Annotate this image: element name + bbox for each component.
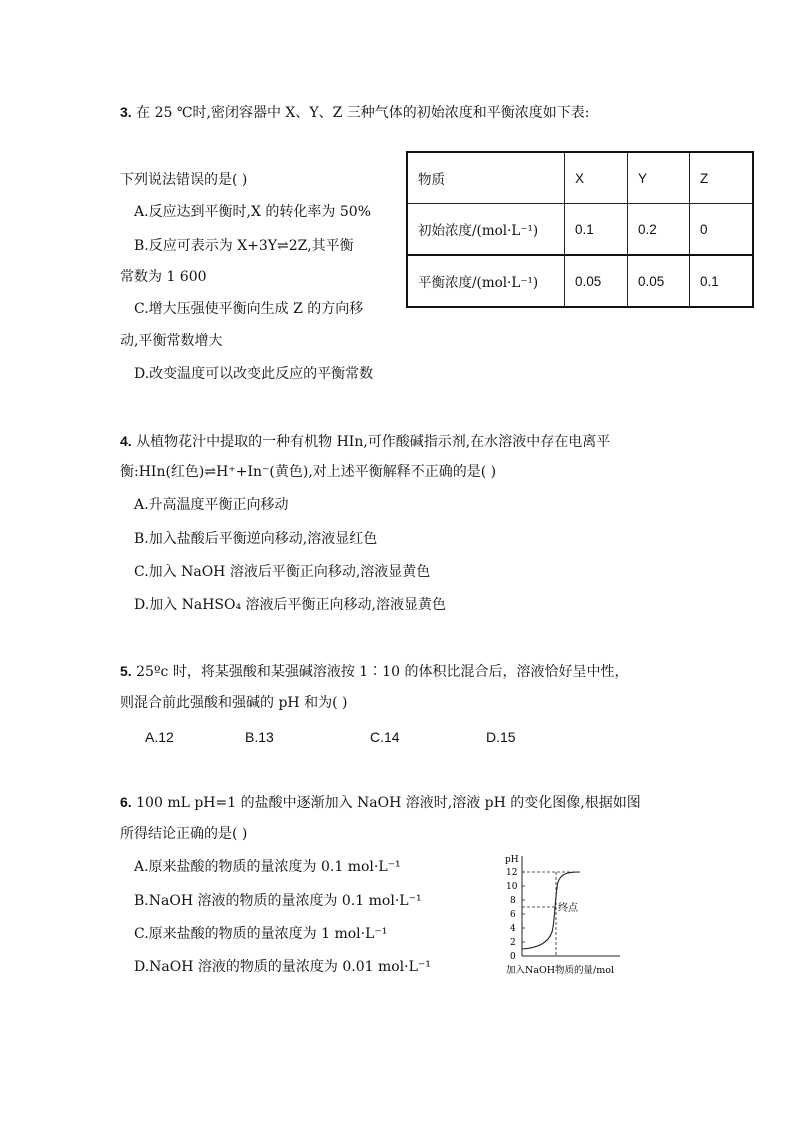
q4-option-c: C.加入 NaOH 溶液后平衡正向移动,溶液显黄色	[134, 564, 431, 580]
q5-stem-line2: 则混合前此强酸和强碱的 pH 和为( )	[120, 695, 348, 711]
table-cell: 0.1	[565, 204, 628, 256]
table-header-row	[407, 152, 753, 204]
table-cell: 初始浓度/(mol·L⁻¹)	[407, 204, 565, 256]
table-header-cell: Z	[690, 152, 754, 204]
q4-number: 4.	[120, 433, 132, 449]
table-row	[407, 255, 753, 307]
y-tick-label: 12	[506, 868, 518, 878]
endpoint-annotation: 终点	[558, 903, 578, 914]
q5-option-d: D.15	[486, 729, 516, 745]
q3-prompt: 下列说法错误的是( )	[120, 172, 248, 188]
q6-option-b: B.NaOH 溶液的物质的量浓度为 0.1 mol·L⁻¹	[134, 893, 422, 909]
q6-stem-line1	[120, 793, 641, 812]
q3-number: 3.	[120, 104, 132, 120]
q5-number: 5.	[120, 663, 132, 679]
q3-option-c-line1: C.增大压强使平衡向生成 Z 的方向移	[134, 301, 364, 317]
q4-option-d: D.加入 NaHSO₄ 溶液后平衡正向移动,溶液显黄色	[134, 597, 447, 613]
y-tick-label: 6	[510, 910, 516, 920]
q3-stem-text: 在 25 ℃时,密闭容器中 X、Y、Z 三种气体的初始浓度和平衡浓度如下表:	[136, 105, 590, 121]
q3-option-d: D.改变温度可以改变此反应的平衡常数	[134, 366, 374, 382]
q6-number: 6.	[120, 794, 132, 810]
y-tick-label: 10	[506, 882, 518, 892]
q6-stem-text: 100 mL pH=1 的盐酸中逐渐加入 NaOH 溶液时,溶液 pH 的变化图像,根据如图	[136, 795, 641, 811]
q5-stem-text: 25ºc 时，将某强酸和某强碱溶液按 1∶10 的体积比混合后，溶液恰好呈中性，	[136, 664, 629, 680]
q4-option-a: A.升高温度平衡正向移动	[134, 497, 289, 513]
x-axis-label: 加入NaOH物质的量/mol	[506, 965, 615, 976]
table-cell: 0.05	[565, 255, 628, 307]
y-tick-label: 0	[510, 952, 516, 962]
q3-option-b-line2: 常数为 1 600	[120, 269, 207, 285]
q6-option-d: D.NaOH 溶液的物质的量浓度为 0.01 mol·L⁻¹	[134, 959, 431, 975]
y-tick-label: 8	[510, 896, 516, 906]
q4-stem-line2: 衡:HIn(红色)⇌H⁺+In⁻(黄色),对上述平衡解释不正确的是( )	[120, 464, 497, 480]
q5-option-b: B.13	[245, 729, 274, 745]
y-axis-label: pH	[505, 855, 519, 865]
q6-option-a: A.原来盐酸的物质的量浓度为 0.1 mol·L⁻¹	[134, 859, 401, 875]
q6-option-c: C.原来盐酸的物质的量浓度为 1 mol·L⁻¹	[134, 926, 388, 942]
y-tick-label: 4	[510, 924, 516, 934]
q3-stem	[120, 103, 590, 122]
q3-option-c-line2: 动,平衡常数增大	[120, 333, 223, 349]
q5-stem-line1	[120, 662, 628, 681]
q4-option-b: B.加入盐酸后平衡逆向移动,溶液显红色	[134, 531, 378, 547]
q6-stem-line2: 所得结论正确的是( )	[120, 826, 248, 842]
y-tick-label: 2	[510, 938, 516, 948]
table-cell: 平衡浓度/(mol·L⁻¹)	[407, 255, 565, 307]
q4-stem-line1	[120, 432, 610, 451]
table-cell: 0	[690, 204, 754, 256]
table-header-cell: 物质	[407, 152, 565, 204]
table-cell: 0.2	[628, 204, 690, 256]
table-row	[407, 204, 753, 256]
concentration-table	[406, 151, 754, 308]
q4-stem-text: 从植物花汁中提取的一种有机物 HIn,可作酸碱指示剂,在水溶液中存在电离平	[136, 434, 611, 450]
q5-option-c: C.14	[370, 729, 400, 745]
q3-option-a: A.反应达到平衡时,X 的转化率为 50%	[134, 204, 371, 220]
q5-option-a: A.12	[145, 729, 174, 745]
table-cell: 0.1	[690, 255, 754, 307]
q3-option-b-line1: B.反应可表示为 X+3Y⇌2Z,其平衡	[134, 238, 354, 254]
table-cell: 0.05	[628, 255, 690, 307]
table-header-cell: Y	[628, 152, 690, 204]
table-header-cell: X	[565, 152, 628, 204]
ph-titration-graph	[500, 848, 660, 983]
